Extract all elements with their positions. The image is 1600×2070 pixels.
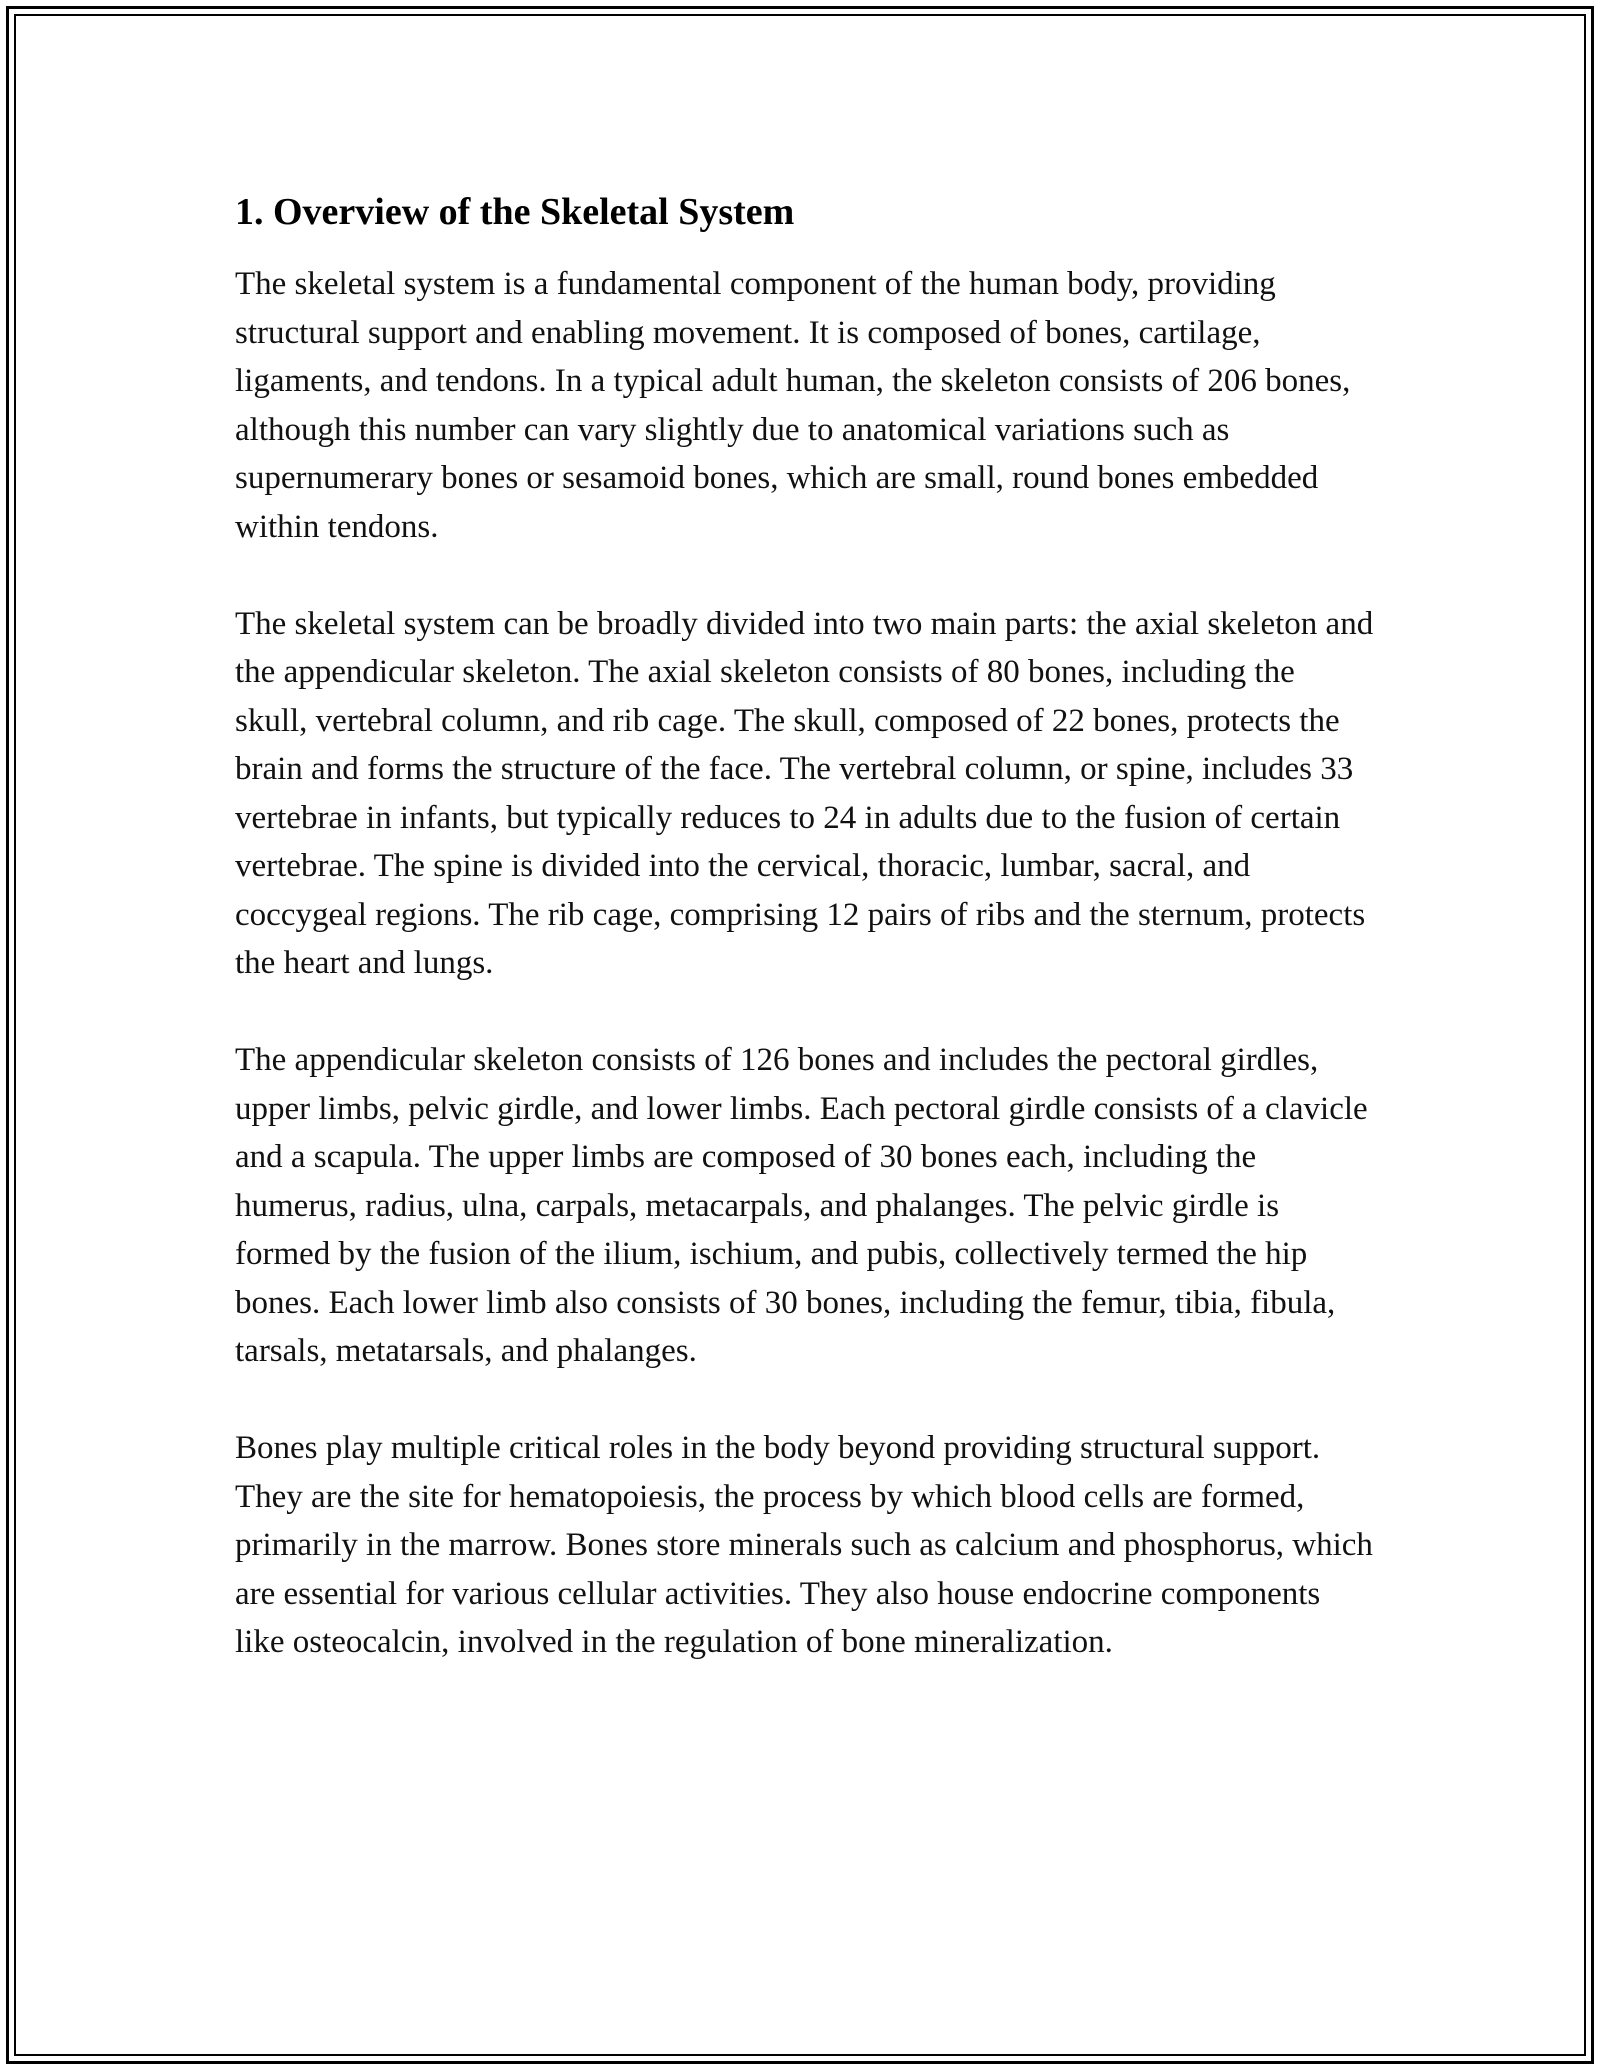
paragraph-bone-functions: Bones play multiple critical roles in the body beyond providing structural support. They are the site for hematopoiesis, the process by which blood cells are formed, primarily in the marrow. Bones store minerals such as calcium and phosphorus, which are essential for various cellular activities. They also house endocrine components like osteocalcin, involved in the regulation of bone mineralization. (235, 1430, 1373, 1660)
paragraph-overview: The skeletal system is a fundamental component of the human body, providing structural support and enabling movement. It is composed of bones, cartilage, ligaments, and tendons. In a typical adult human, the skeleton consists of 206 bones, although this number can vary slightly due to anatomical variations such as supernumerary bones or sesamoid bones, which are small, round bones embedded within tendons. (235, 266, 1351, 545)
section-heading: 1. Overview of the Skeletal System (235, 191, 795, 233)
document-content (235, 188, 1375, 1715)
paragraph-appendicular-skeleton: The appendicular skeleton consists of 126 bones and includes the pectoral girdles, upper limbs, pelvic girdle, and lower limbs. Each pectoral girdle consists of a clavicle and a scapula. The upper limbs are composed of 30 bones each, including the humerus, radius, ulna, carpals, metacarpals, and phalanges. The pelvic girdle is formed by the fusion of the ilium, ischium, and pubis, collectively termed the hip bones. Each lower limb also consists of 30 bones, including the femur, tibia, fibula, tarsals, metatarsals, and phalanges. (235, 1042, 1368, 1369)
paragraph-axial-skeleton: The skeletal system can be broadly divided into two main parts: the axial skeleton and the appendicular skeleton. The axial skeleton consists of 80 bones, including the skull, vertebral column, and rib cage. The skull, composed of 22 bones, protects the brain and forms the structure of the face. The vertebral column, or spine, includes 33 vertebrae in infants, but typically reduces to 24 in adults due to the fusion of certain vertebrae. The spine is divided into the cervical, thoracic, lumbar, sacral, and coccygeal regions. The rib cage, comprising 12 pairs of ribs and the sternum, protects the heart and lungs. (235, 605, 1374, 981)
